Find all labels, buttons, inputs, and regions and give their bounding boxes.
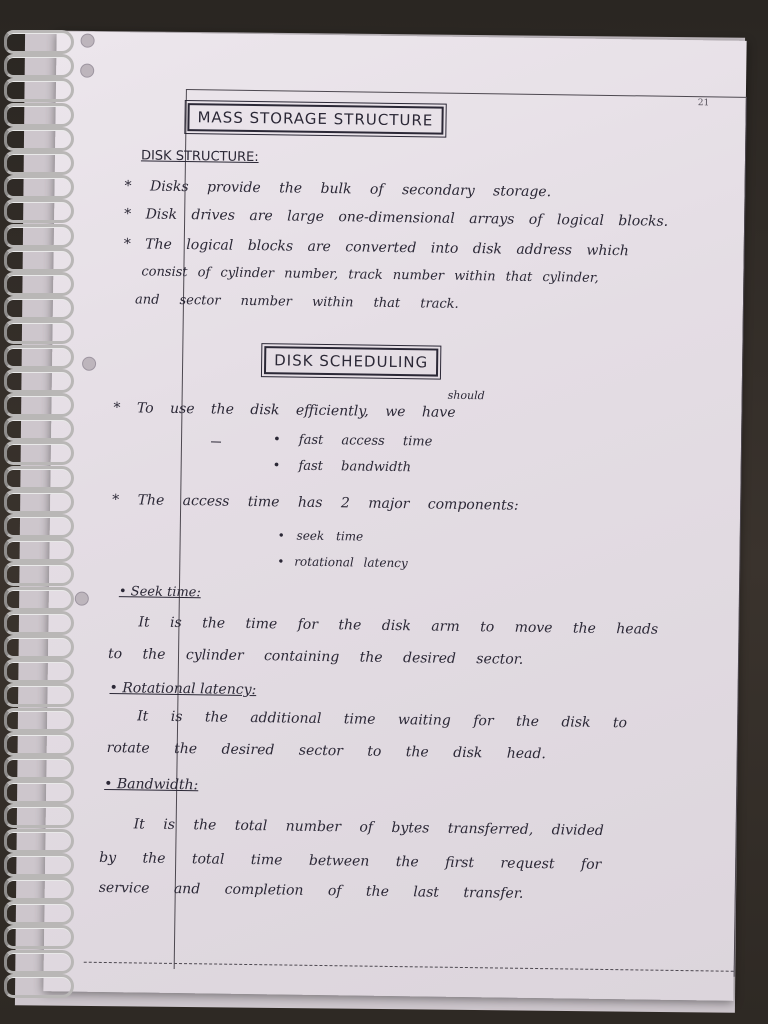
spiral-coil <box>4 708 74 732</box>
spiral-coil <box>4 466 74 490</box>
spiral-coil <box>4 490 74 514</box>
spiral-coil <box>4 853 74 877</box>
spiral-coil <box>4 732 74 756</box>
spiral-coil <box>4 901 74 925</box>
punch-hole <box>81 34 95 48</box>
punch-hole <box>82 357 96 371</box>
spiral-binding <box>0 30 70 1020</box>
page-title: MASS STORAGE STRUCTURE <box>187 103 443 135</box>
text-line: It is the time for the disk arm to move the heads <box>138 614 659 638</box>
spiral-coil <box>4 54 74 78</box>
section-heading-disk-structure: DISK STRUCTURE: <box>140 148 259 166</box>
text-line: service and completion of the last transfer. <box>98 879 524 902</box>
text-line: consist of cylinder number, track number within that cylinder, <box>141 264 599 286</box>
spiral-coil <box>4 683 74 707</box>
spiral-coil <box>4 199 74 223</box>
spiral-coil <box>4 587 74 611</box>
spiral-coil <box>4 950 74 974</box>
spiral-coil <box>4 175 74 199</box>
text-line: * The logical blocks are converted into disk address which <box>123 236 629 260</box>
spiral-coil <box>4 659 74 683</box>
spiral-coil <box>4 829 74 853</box>
spiral-coil <box>4 417 74 441</box>
spiral-coil <box>4 30 74 54</box>
spiral-coil <box>4 224 74 248</box>
text-line: * Disk drives are large one-dimensional arrays of logical blocks. <box>124 206 669 230</box>
text-line: and sector number within that track. <box>134 292 459 312</box>
spiral-coil <box>4 151 74 175</box>
notebook-page <box>43 31 746 1001</box>
punch-hole <box>80 64 94 78</box>
list-item: • fast access time <box>272 432 433 450</box>
spiral-coil <box>4 925 74 949</box>
text-line: * Disks provide the bulk of secondary storage. <box>124 178 552 201</box>
list-item: • fast bandwidth <box>272 458 412 476</box>
text-line: to the cylinder containing the desired sector. <box>107 646 524 668</box>
list-item: • rotational latency <box>277 554 408 571</box>
spiral-coil <box>4 635 74 659</box>
text-line: * The access time has 2 major components: <box>112 492 519 514</box>
spiral-coil <box>4 345 74 369</box>
text-line: It is the additional time waiting for the disk to <box>137 708 628 732</box>
page-number: 21 <box>697 98 710 109</box>
spiral-coil <box>4 296 74 320</box>
dash-mark <box>211 441 221 442</box>
section-heading-rotational-latency: • Rotational latency: <box>109 680 257 699</box>
inserted-word: should <box>447 388 485 403</box>
text-line: * To use the disk efficiently, we have <box>113 400 456 421</box>
spiral-coil <box>4 248 74 272</box>
spiral-coil <box>4 369 74 393</box>
section-heading-disk-scheduling: DISK SCHEDULING <box>264 346 438 376</box>
list-item: • seek time <box>277 528 364 544</box>
spiral-coil <box>4 611 74 635</box>
spiral-coil <box>4 562 74 586</box>
text-line: rotate the desired sector to the disk head. <box>106 739 546 763</box>
spiral-coil <box>4 804 74 828</box>
spiral-coil <box>4 877 74 901</box>
page-border-top <box>186 89 746 98</box>
spiral-coil <box>4 756 74 780</box>
spiral-coil <box>4 974 74 998</box>
page-border-bottom <box>84 962 734 972</box>
spiral-coil <box>4 103 74 127</box>
spiral-coil <box>4 441 74 465</box>
section-heading-seek-time: • Seek time: <box>118 584 201 601</box>
text-line: It is the total number of bytes transferred, divided <box>133 816 604 839</box>
spiral-coil <box>4 78 74 102</box>
spiral-coil <box>4 127 74 151</box>
text-line: by the total time between the first request for <box>99 849 602 873</box>
spiral-coil <box>4 538 74 562</box>
spiral-coil <box>4 514 74 538</box>
spiral-coil <box>4 780 74 804</box>
spiral-coil <box>4 393 74 417</box>
spiral-coil <box>4 320 74 344</box>
punch-hole <box>75 592 89 606</box>
spiral-coil <box>4 272 74 296</box>
section-heading-bandwidth: • Bandwidth: <box>104 775 199 794</box>
